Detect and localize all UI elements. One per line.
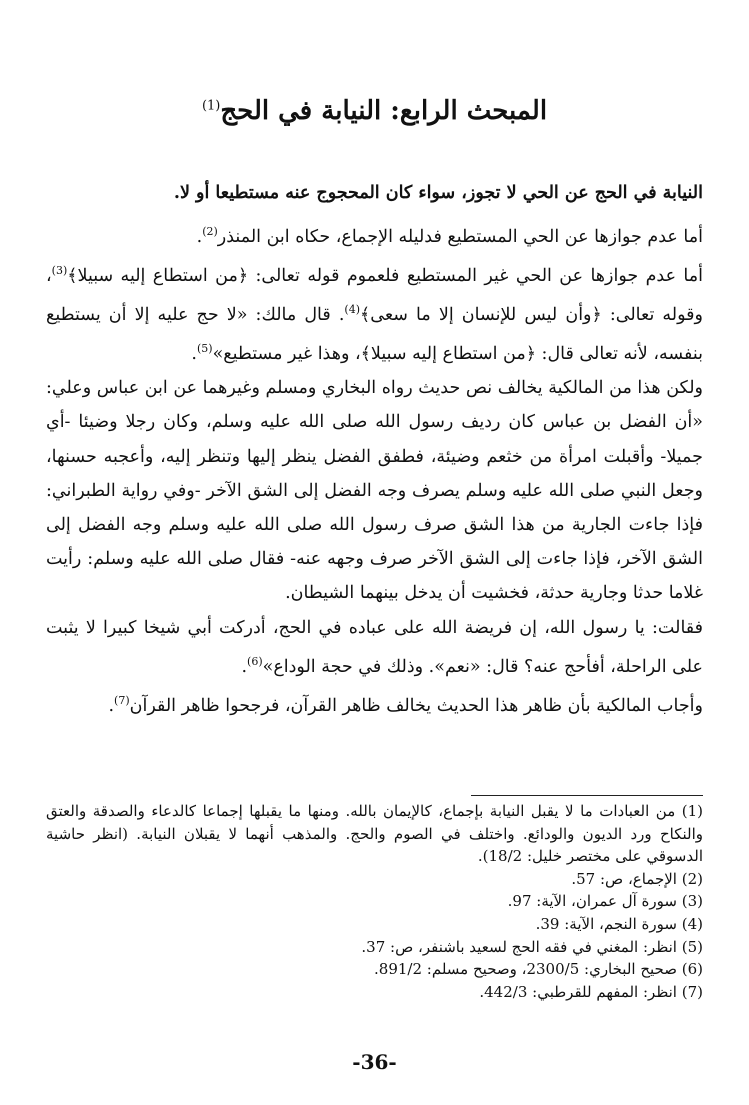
paragraph-text: فقالت: يا رسول الله، إن فريضة الله على عباده في الحج، أدركت أبي شيخا كبيرا لا يثبت على الراحلة، أفأحج عنه؟ قال: «نعم». وذلك في حجة الوداع» [46,617,703,677]
footnote-ref: (7) [114,693,130,707]
footnote-ref: (5) [196,342,213,356]
paragraph-2 [46,254,703,371]
lead-statement: النيابة في الحج عن الحي لا تجوز، سواء كان المحجوج عنه مستطيعا أو لا. [173,183,703,203]
paragraph-tail: . [196,226,203,247]
paragraph-4 [46,611,703,684]
paragraph-5 [46,684,703,723]
footnote-item: (2) الإجماع، ص: 57. [571,869,703,888]
paragraph-text: أما عدم جوازها عن الحي غير المستطيع فلعموم قوله تعالى: ﴿من استطاع إليه سبيلا﴾ [67,265,703,286]
main-text [46,183,703,723]
paragraph-tail: . قال مالك: «لا حج عليه إلا أن يستطيع بنفسه، لأنه تعالى قال: ﴿من استطاع إليه سبيلا﴾، وهذا غير مستطيع» [46,304,703,364]
footnote-divider [471,795,703,796]
footnote-ref: (6) [247,654,263,668]
paragraph-tail: . [241,656,248,677]
paragraph-tail: ، وقوله تعالى: ﴿وأن ليس للإنسان إلا ما سعى﴾ [46,265,703,325]
section-heading [0,96,749,126]
paragraph-tail: . [108,695,115,716]
page-number: -36- [352,1050,397,1074]
paragraph-text: ولكن هذا من المالكية يخالف نص حديث رواه البخاري ومسلم وغيرهما عن ابن عباس وعلي: «أن الفضل بن عباس كان رديف رسول الله صلى الله عليه وسلم، وكان رجلا وضيئا -أي جميلا- وأقبلت امرأة من خثعم وضيئة، فطفق الفضل ينظر إليها وتنظر إليه، وأعجبه حسنها، وجعل النبي صلى الله عليه وسلم يصرف وجه الفضل إلى الشق الآخر -وفي رواية الطبراني: فإذا جاءت الجارية من هذا الشق صرف رسول الله صلى الله عليه وسلم وجه الفضل إلى الشق الآخر، فإذا جاءت إلى الشق الآخر صرف وجهه عنه- فقال صلى الله عليه وسلم: رأيت غلاما حدثا وجارية حدثة، فخشيت أن يدخل بينهما الشيطان. [46,378,703,604]
footnote-item: (1) من العبادات ما لا يقبل النيابة بإجماع، كالإيمان بالله. ومنها ما يقبلها إجماعا كالدعاء والصدقة والعتق والنكاح ورد الديون والودائع. واختلف في الصوم والحج. والمذهب أنهما لا يقبلان النيابة. (انظر حاشية الدسوقي على مختصر خليل: 18/2). [46,802,703,866]
footnote-item: (3) سورة آل عمران، الآية: 97. [507,892,703,911]
paragraph-1 [46,215,703,254]
footnote-ref: (1) [201,98,221,114]
paragraph-3 [46,371,703,610]
footnote-ref: (2) [202,225,218,238]
footnote-ref: (4) [344,303,360,317]
paragraph-tail: . [191,343,197,364]
footnote-item: (4) سورة النجم، الآية: 39. [535,914,703,933]
footnote-item: (5) انظر: المغني في فقه الحج لسعيد باشنفر، ص: 37. [361,937,703,956]
footnote-ref: (3) [51,264,68,278]
footnotes [46,800,703,1003]
paragraph-text: أما عدم جوازها عن الحي المستطيع فدليله الإجماع، حكاه ابن المنذر [217,226,703,247]
footnote-item: (6) صحيح البخاري: 2300/5، وصحيح مسلم: 891/2. [374,960,703,979]
paragraph-text: وأجاب المالكية بأن ظاهر هذا الحديث يخالف ظاهر القرآن، فرجحوا ظاهر القرآن [129,695,703,716]
footnote-item: (7) انظر: المفهم للقرطبي: 442/3. [479,982,703,1001]
section-heading-text: المبحث الرابع: النيابة في الحج [220,96,548,126]
